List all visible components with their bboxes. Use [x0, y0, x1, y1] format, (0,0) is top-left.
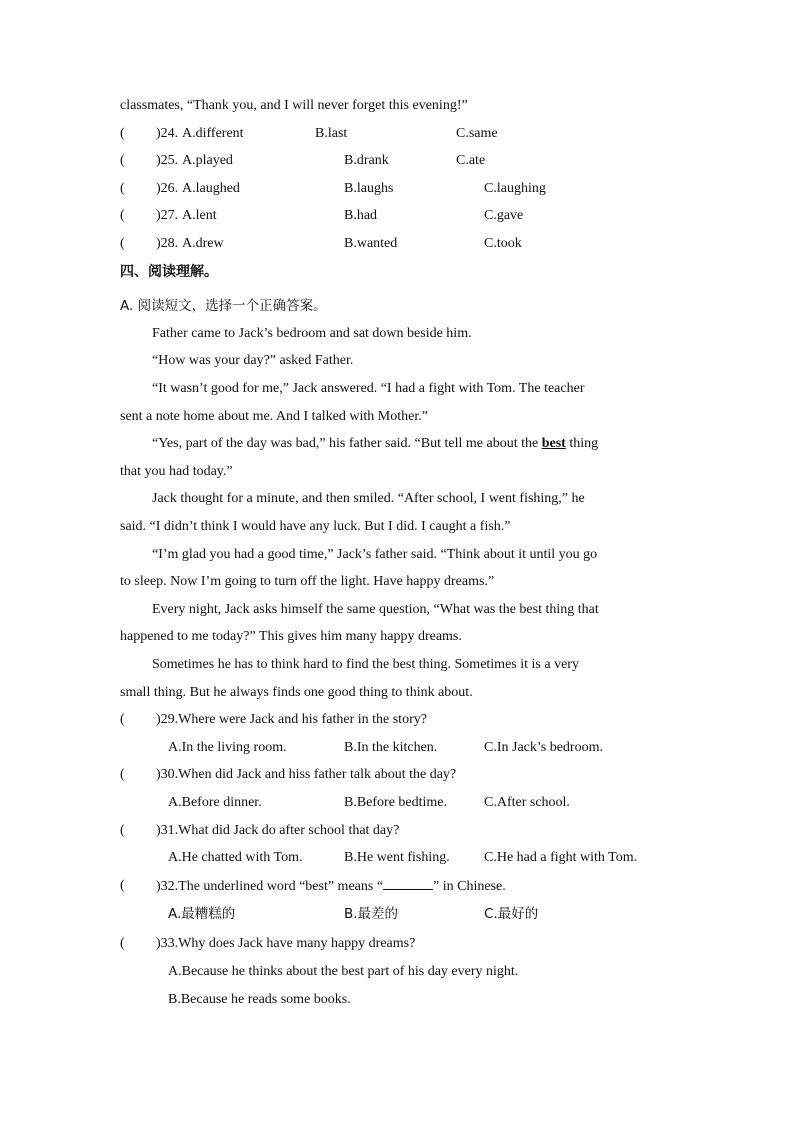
option-c: C.最好的	[484, 906, 539, 922]
question-number: )26.	[156, 181, 179, 196]
passage-paragraph-6-line-1: “I’m glad you had a good time,” Jack’s father said. “Think about it until you go	[152, 547, 598, 562]
passage-carryover-line: classmates, “Thank you, and I will never forget this evening!”	[120, 98, 468, 113]
section-instruction: A. 阅读短文，选择一个正确答案。	[120, 298, 327, 314]
option-a: A.lent	[182, 208, 217, 223]
stem-text: ” in Chinese.	[433, 879, 506, 894]
option-b: B.In the kitchen.	[344, 740, 438, 755]
answer-paren[interactable]: (	[120, 236, 125, 251]
passage-paragraph-2: “How was your day?” asked Father.	[152, 353, 354, 368]
question-number: )28.	[156, 236, 179, 251]
option-c: C.took	[484, 236, 522, 251]
option-b: B.最差的	[344, 906, 399, 922]
option-b: B.wanted	[344, 236, 398, 251]
question-stem: )33.Why does Jack have many happy dreams?	[156, 936, 416, 951]
option-c: C.In Jack’s bedroom.	[484, 740, 603, 755]
option-a: A.He chatted with Tom.	[168, 850, 303, 865]
question-stem: )30.When did Jack and hiss father talk about the day?	[156, 767, 457, 782]
answer-paren[interactable]: (	[120, 767, 125, 782]
option-b: B.laughs	[344, 181, 394, 196]
answer-paren[interactable]: (	[120, 153, 125, 168]
passage-paragraph-5-line-2: said. “I didn’t think I would have any luck. But I did. I caught a fish.”	[120, 519, 511, 534]
passage-paragraph-3-line-2: sent a note home about me. And I talked with Mother.”	[120, 409, 428, 424]
option-a: A.drew	[182, 236, 224, 251]
passage-paragraph-6-line-2: to sleep. Now I’m going to turn off the light. Have happy dreams.”	[120, 574, 495, 589]
option-a: A.played	[182, 153, 233, 168]
option-a: A.最糟糕的	[168, 906, 236, 922]
passage-paragraph-8-line-2: small thing. But he always finds one good thing to think about.	[120, 685, 473, 700]
question-stem: )29.Where were Jack and his father in the story?	[156, 712, 427, 727]
section-heading: 四、阅读理解。	[120, 264, 218, 280]
passage-paragraph-7-line-2: happened to me today?” This gives him many happy dreams.	[120, 629, 462, 644]
question-stem	[156, 877, 506, 896]
passage-text: thing	[565, 436, 599, 451]
option-b: B.He went fishing.	[344, 850, 450, 865]
option-a: A.In the living room.	[168, 740, 287, 755]
option-a: A.different	[182, 126, 244, 141]
option-b: B.Because he reads some books.	[168, 992, 351, 1007]
question-number: )25.	[156, 153, 179, 168]
answer-paren[interactable]: (	[120, 181, 125, 196]
option-b: B.had	[344, 208, 378, 223]
passage-paragraph-4-line-1	[152, 435, 598, 453]
option-c: C.He had a fight with Tom.	[484, 850, 638, 865]
option-b: B.last	[315, 126, 348, 141]
passage-paragraph-1: Father came to Jack’s bedroom and sat down beside him.	[152, 326, 472, 341]
passage-text: “Yes, part of the day was bad,” his father said. “But tell me about the	[152, 436, 542, 451]
option-c: C.gave	[484, 208, 524, 223]
answer-paren[interactable]: (	[120, 126, 125, 141]
underlined-word-best: best	[541, 436, 566, 451]
passage-paragraph-3-line-1: “It wasn’t good for me,” Jack answered. “I had a fight with Tom. The teacher	[152, 381, 585, 396]
option-c: C.laughing	[484, 181, 546, 196]
question-number: )24.	[156, 126, 179, 141]
answer-paren[interactable]: (	[120, 208, 125, 223]
option-c: C.ate	[456, 153, 486, 168]
answer-paren[interactable]: (	[120, 823, 125, 838]
question-number: )27.	[156, 208, 179, 223]
answer-blank[interactable]	[383, 877, 433, 890]
passage-paragraph-4-line-2: that you had today.”	[120, 464, 233, 479]
passage-paragraph-7-line-1: Every night, Jack asks himself the same question, “What was the best thing that	[152, 602, 599, 617]
option-c: C.After school.	[484, 795, 570, 810]
answer-paren[interactable]: (	[120, 936, 125, 951]
answer-paren[interactable]: (	[120, 712, 125, 727]
question-stem: )31.What did Jack do after school that day?	[156, 823, 400, 838]
option-a: A.Because he thinks about the best part of his day every night.	[168, 964, 519, 979]
option-a: A.Before dinner.	[168, 795, 262, 810]
option-a: A.laughed	[182, 181, 240, 196]
option-b: B.drank	[344, 153, 389, 168]
passage-paragraph-5-line-1: Jack thought for a minute, and then smiled. “After school, I went fishing,” he	[152, 491, 585, 506]
answer-paren[interactable]: (	[120, 878, 125, 893]
stem-text: )32.The underlined word “best” means “	[156, 879, 384, 894]
passage-paragraph-8-line-1: Sometimes he has to think hard to find the best thing. Sometimes it is a very	[152, 657, 579, 672]
option-c: C.same	[456, 126, 498, 141]
option-b: B.Before bedtime.	[344, 795, 448, 810]
